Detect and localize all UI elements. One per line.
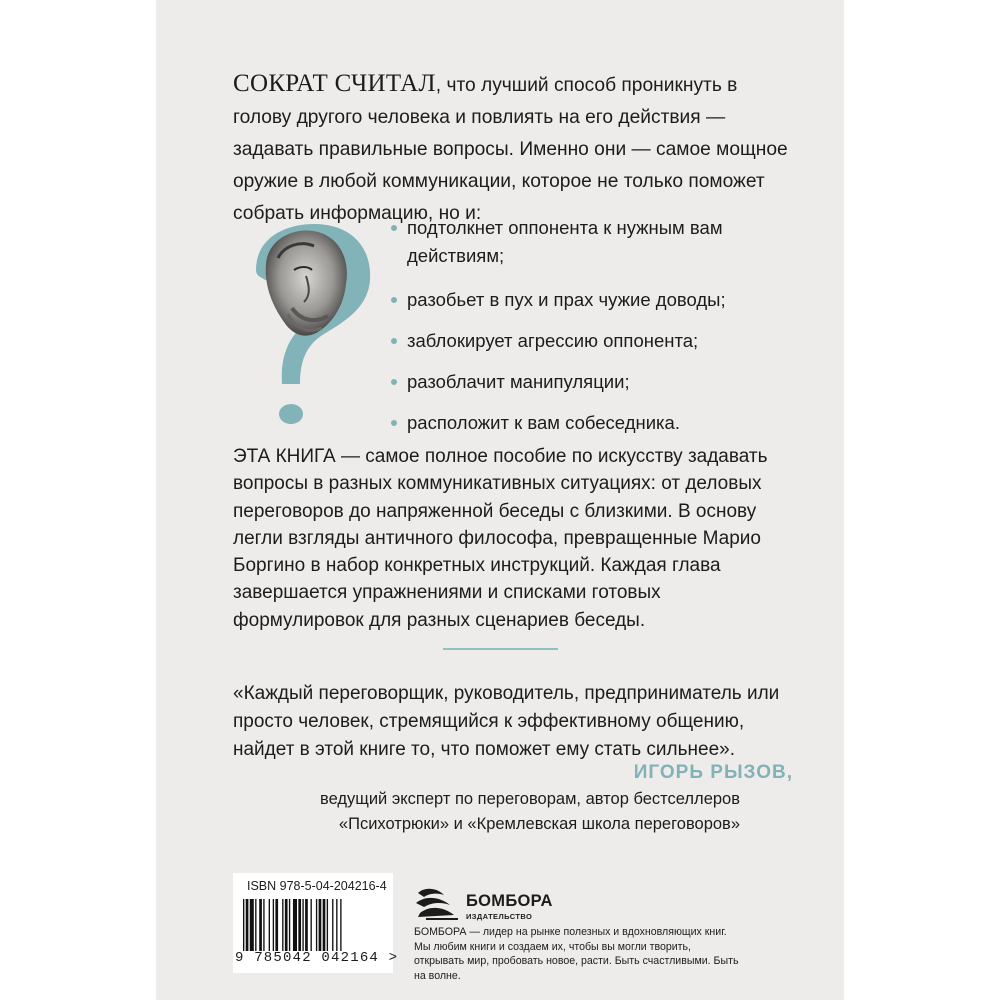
barcode-bar xyxy=(250,899,254,951)
barcode-bar xyxy=(246,899,249,951)
review-quote: «Каждый переговорщик, руководитель, предприниматель или просто человек, стремящийся к эффективному общению, найдет в этой книге то, что поможет ему стать сильнее». xyxy=(233,683,780,760)
benefits-list xyxy=(387,214,787,450)
publisher-logo-name: БОМБОРА xyxy=(466,892,553,910)
barcode-bar xyxy=(319,899,322,951)
list-item: расположит к вам собеседника. xyxy=(387,409,787,437)
barcode-bar xyxy=(316,899,317,951)
barcode-bar xyxy=(269,899,270,951)
barcode-bar xyxy=(336,899,337,951)
barcode-bar xyxy=(323,899,326,951)
intro-paragraph xyxy=(233,68,793,230)
barcode-bar xyxy=(311,899,312,951)
isbn-barcode xyxy=(233,873,399,973)
quote-author: ИГОРЬ РЫЗОВ, xyxy=(633,762,793,783)
barcode-bar xyxy=(243,899,244,951)
barcode-digits: 9 785042 042164 > xyxy=(235,950,399,966)
quote-author-description xyxy=(233,787,740,837)
barcode-bar xyxy=(263,899,264,951)
book-description: ЭТА КНИГА — самое полное пособие по искусству задавать вопросы в разных коммуникативных ситуациях: от деловых переговоров до напряженной беседы с близкими. В основу легли взгляды античного философа, превращенные Марио Боргино в набор конкретных инструкций. Каждая глава завершается упражнениями и списками готовых формулировок для разных сценариев беседы. xyxy=(233,446,768,631)
publisher-logo-subtitle: ИЗДАТЕЛЬСТВО xyxy=(466,912,533,921)
barcode-bar xyxy=(302,899,303,951)
isbn-label: ISBN 978-5-04-204216-4 xyxy=(247,879,387,893)
barcode xyxy=(241,899,385,951)
barcode-bar xyxy=(273,899,274,951)
barcode-bar xyxy=(285,899,288,951)
barcode-bar xyxy=(332,899,333,951)
list-item: разобьет в пух и прах чужие доводы; xyxy=(387,286,787,314)
barcode-bar xyxy=(259,899,262,951)
barcode-bar xyxy=(255,899,256,951)
barcode-bar xyxy=(293,899,297,951)
intro-lead: СОКРАТ СЧИТАЛ xyxy=(233,70,436,97)
barcode-bar xyxy=(289,899,290,951)
barcode-bar xyxy=(340,899,341,951)
barcode-bar xyxy=(282,899,283,951)
question-mark-bust-illustration xyxy=(248,224,378,424)
intro-text: , что лучший способ проникнуть в голову другого человека и повлиять на его действия — задавать правильные вопросы. Именно они — самое мощное оружие в любой коммуникации, которое не только поможет собрать информацию, но и: xyxy=(233,75,788,224)
list-item: заблокирует агрессию оппонента; xyxy=(387,327,787,355)
author-desc-line: «Психотрюки» и «Кремлевская школа переговоров» xyxy=(338,815,740,833)
barcode-bar xyxy=(298,899,301,951)
list-item: разоблачит манипуляции; xyxy=(387,368,787,396)
barcode-bar xyxy=(305,899,308,951)
barcode-bar xyxy=(327,899,328,951)
author-desc-line: ведущий эксперт по переговорам, автор бестселлеров xyxy=(319,790,740,808)
barcode-bar xyxy=(275,899,278,951)
divider xyxy=(443,648,558,650)
publisher-blurb: БОМБОРА — лидер на рынке полезных и вдохновляющих книг. Мы любим книги и создаем их, чтобы вы могли творить, открывать мир, пробовать новое, расти. Быть счастливыми. Быть на волне. xyxy=(414,926,739,982)
list-item: подтолкнет оппонента к нужным вам действиям; xyxy=(387,214,787,270)
